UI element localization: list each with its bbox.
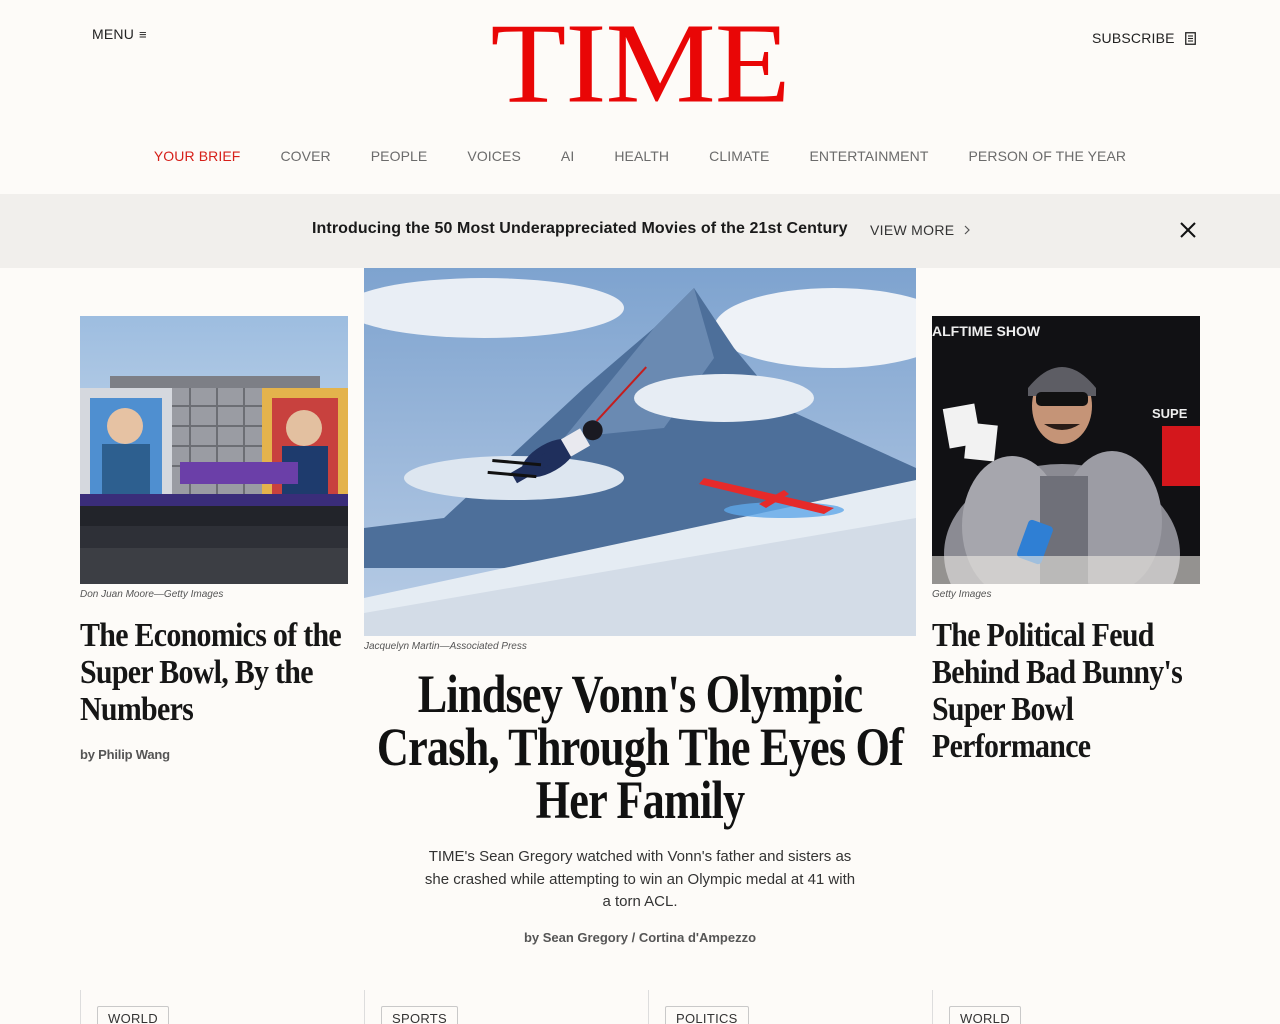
stadium-photo[interactable]: [80, 316, 348, 584]
ski-crash-photo[interactable]: [364, 268, 916, 636]
nav-entertainment[interactable]: ENTERTAINMENT: [809, 148, 929, 164]
section-nav: [0, 148, 1280, 164]
nav-person-of-the-year[interactable]: PERSON OF THE YEAR: [968, 148, 1127, 164]
close-icon[interactable]: [1178, 220, 1198, 240]
lead-dek: TIME's Sean Gregory watched with Vonn's father and sisters as she crashed while attempting to win an Olympic medal at 41 with a torn ACL.: [424, 848, 856, 910]
lead-headline[interactable]: [364, 664, 916, 830]
bad-bunny-photo[interactable]: [932, 316, 1200, 584]
hamburger-icon: ≡: [139, 26, 147, 42]
lead-byline[interactable]: by Sean Gregory / Cortina d'Ampezzo: [523, 930, 757, 945]
photo-credit: Don Juan Moore—Getty Images: [80, 589, 224, 600]
photo-credit: Jacquelyn Martin—Associated Press: [364, 641, 527, 652]
column-divider: [364, 990, 365, 1024]
story-byline[interactable]: by Philip Wang: [80, 747, 170, 762]
chevron-right-icon: [964, 225, 970, 235]
menu-button[interactable]: [92, 26, 147, 42]
nav-ai[interactable]: AI: [560, 148, 575, 164]
view-more-link[interactable]: [870, 222, 970, 238]
time-logo[interactable]: TIME: [490, 0, 790, 127]
category-tag-politics[interactable]: POLITICS: [665, 1006, 749, 1024]
lead-headline-text: Lindsey Vonn's Olympic Crash, Through The Eyes Of Her Family: [376, 664, 904, 830]
column-divider: [648, 990, 649, 1024]
nav-climate[interactable]: CLIMATE: [709, 148, 770, 164]
column-divider: [80, 990, 81, 1024]
category-tag-sports[interactable]: SPORTS: [381, 1006, 458, 1024]
magazine-icon: [1185, 32, 1196, 45]
banner-text[interactable]: Introducing the 50 Most Underappreciated Movies of the 21st Century: [312, 220, 848, 237]
photo-credit: Getty Images: [932, 589, 992, 600]
nav-your-brief[interactable]: YOUR BRIEF: [153, 148, 241, 164]
view-more-label: VIEW MORE: [870, 222, 955, 238]
story-headline[interactable]: The Political Feud Behind Bad Bunny's Super Bowl Performance: [932, 617, 1183, 765]
nav-health[interactable]: HEALTH: [614, 148, 670, 164]
subscribe-button[interactable]: [1092, 30, 1196, 46]
promo-banner: [0, 194, 1280, 268]
svg-text:SUPE: SUPE: [1152, 406, 1188, 421]
category-tag-world[interactable]: WORLD: [97, 1006, 169, 1024]
column-divider: [932, 990, 933, 1024]
category-tag-world[interactable]: WORLD: [949, 1006, 1021, 1024]
nav-people[interactable]: PEOPLE: [370, 148, 428, 164]
story-headline[interactable]: The Economics of the Super Bowl, By the Numbers: [80, 617, 342, 728]
svg-text:ALFTIME SHOW: ALFTIME SHOW: [932, 323, 1041, 339]
nav-voices[interactable]: VOICES: [467, 148, 521, 164]
nav-cover[interactable]: COVER: [280, 148, 331, 164]
subscribe-label: SUBSCRIBE: [1092, 30, 1175, 46]
menu-label: MENU: [92, 26, 135, 42]
